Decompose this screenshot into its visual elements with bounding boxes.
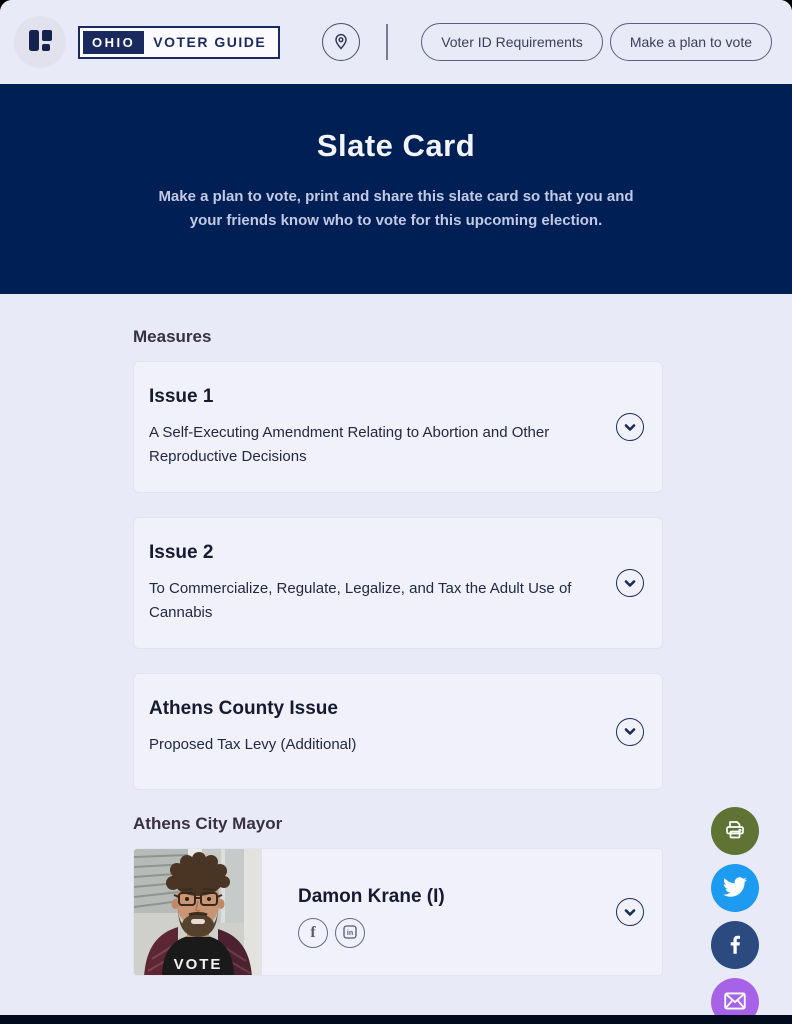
expand-button[interactable]: [616, 413, 644, 441]
page-title: Slate Card: [316, 128, 476, 163]
expand-button[interactable]: [616, 898, 644, 926]
candidate-info: [262, 849, 445, 975]
voter-id-requirements-button[interactable]: Voter ID Requirements: [421, 23, 603, 61]
apps-menu-button[interactable]: [14, 16, 66, 68]
candidate-name: Damon Krane (I): [298, 886, 445, 907]
candidate-linkedin-link[interactable]: [335, 918, 365, 948]
linkedin-icon: [342, 924, 358, 943]
measure-card-issue-1[interactable]: [133, 361, 663, 493]
page-subtitle: Make a plan to vote, print and share this slate card so that you and your friends know who to vote for this upcoming election.: [158, 188, 634, 229]
twitter-share-button[interactable]: [711, 864, 759, 912]
measure-card-athens-county-issue[interactable]: [133, 673, 663, 790]
hero-banner: [0, 84, 792, 294]
site-logo[interactable]: [78, 26, 280, 59]
mayor-section-heading: Athens City Mayor: [133, 814, 283, 833]
measure-description: A Self-Executing Amendment Relating to Abortion and Other Reproductive Decisions: [149, 424, 550, 465]
facebook-share-button[interactable]: [711, 921, 759, 969]
measure-card-issue-2[interactable]: [133, 517, 663, 649]
measure-title: Issue 2: [149, 542, 214, 563]
chevron-down-icon: [624, 576, 636, 591]
svg-text:in: in: [346, 929, 354, 937]
candidate-card[interactable]: [133, 848, 663, 976]
measure-title: Issue 1: [149, 386, 214, 407]
measure-description: To Commercialize, Regulate, Legalize, and Tax the Adult Use of Cannabis: [149, 580, 572, 621]
facebook-icon: [722, 931, 748, 960]
chevron-down-icon: [624, 905, 636, 920]
measure-title: Athens County Issue: [149, 698, 338, 719]
chevron-down-icon: [624, 724, 636, 739]
main-content: [0, 294, 792, 976]
logo-voter-guide-text: VOTER GUIDE: [153, 34, 267, 50]
email-icon: [722, 988, 748, 1017]
print-button[interactable]: [711, 807, 759, 855]
header: [0, 0, 792, 84]
measures-section-heading: Measures: [133, 327, 212, 346]
chevron-down-icon: [624, 420, 636, 435]
expand-button[interactable]: [616, 718, 644, 746]
location-pin-icon: [331, 31, 351, 54]
shirt-vote-text: VOTE: [173, 956, 223, 973]
footer-strip: [0, 1015, 792, 1024]
candidate-photo: [134, 849, 262, 976]
location-button[interactable]: [322, 23, 360, 61]
share-button-column: [711, 807, 759, 1024]
candidate-social-links: [298, 918, 445, 948]
make-plan-to-vote-button[interactable]: Make a plan to vote: [610, 23, 772, 61]
grid-icon: [27, 27, 54, 57]
printer-icon: [723, 818, 747, 845]
logo-ohio-badge: OHIO: [83, 31, 144, 54]
measure-description: Proposed Tax Levy (Additional): [149, 736, 357, 753]
candidate-facebook-link[interactable]: [298, 918, 328, 948]
expand-button[interactable]: [616, 569, 644, 597]
twitter-icon: [723, 875, 747, 902]
facebook-icon: f: [310, 924, 316, 941]
header-divider: [386, 24, 388, 60]
